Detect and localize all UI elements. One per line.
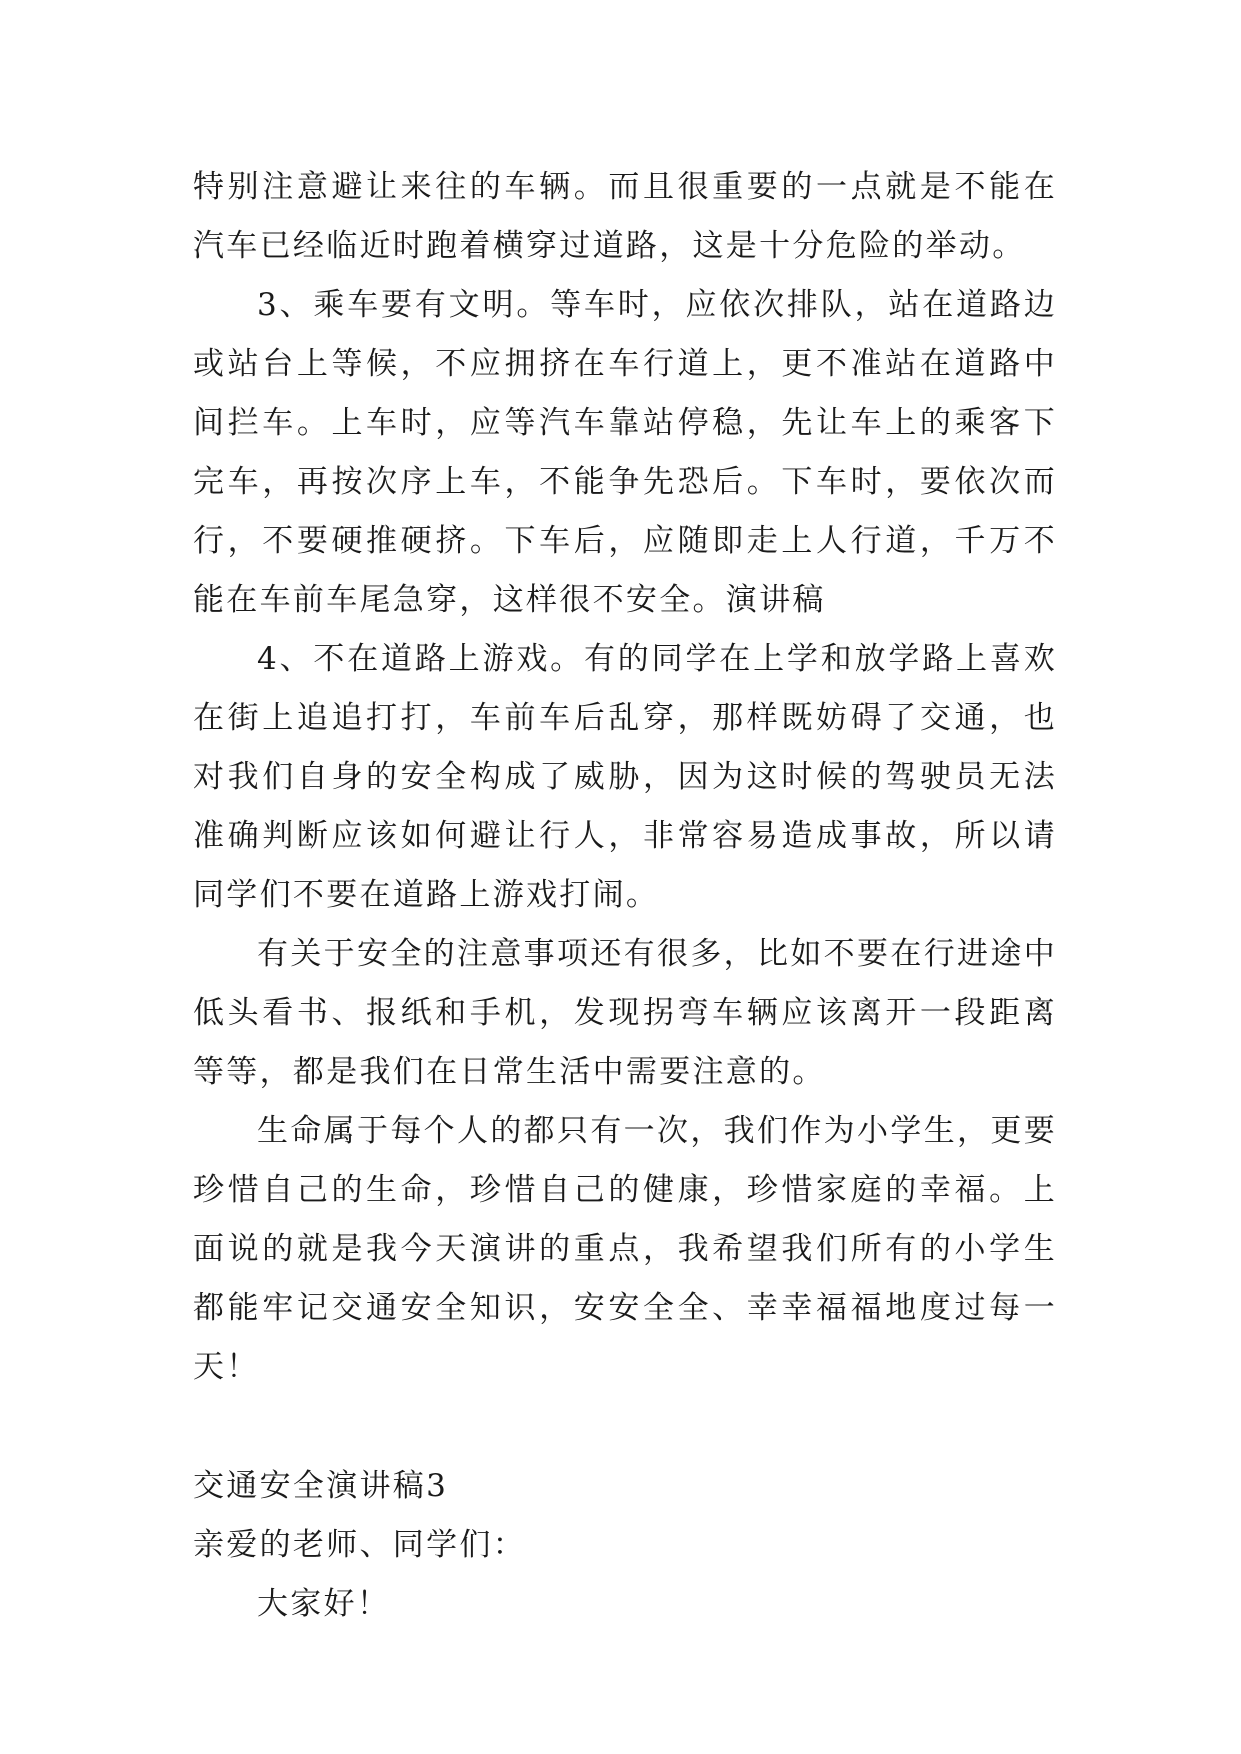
section-title: 交通安全演讲稿3: [193, 1468, 449, 1504]
document-body: [193, 158, 1057, 1634]
greeting: 大家好！: [257, 1586, 391, 1622]
paragraph-safety-notes: 有关于安全的注意事项还有很多，比如不要在行进途中低头看书、报纸和手机，发现拐弯车辆应该离开一段距离等等，都是我们在日常生活中需要注意的。: [193, 936, 1057, 1090]
section-gap: [193, 1397, 1057, 1457]
paragraph-conclusion: 生命属于每个人的都只有一次，我们作为小学生，更要珍惜自己的生命，珍惜自己的健康，珍惜家庭的幸福。上面说的就是我今天演讲的重点，我希望我们所有的小学生都能牢记交通安全知识，安安全全、幸幸福福地度过每一天！: [193, 1113, 1057, 1385]
salutation: 亲爱的老师、同学们：: [193, 1527, 526, 1563]
paragraph-item-3: 3、乘车要有文明。等车时，应依次排队，站在道路边或站台上等候，不应拥挤在车行道上，更不准站在道路中间拦车。上车时，应等汽车靠站停稳，先让车上的乘客下完车，再按次序上车，不能争先恐后。下车时，要依次而行，不要硬推硬挤。下车后，应随即走上人行道，千万不能在车前车尾急穿，这样很不安全。演讲稿: [193, 287, 1057, 618]
paragraph-item-4: 4、不在道路上游戏。有的同学在上学和放学路上喜欢在街上追追打打，车前车后乱穿，那样既妨碍了交通，也对我们自身的安全构成了威胁，因为这时候的驾驶员无法准确判断应该如何避让行人，非常容易造成事故，所以请同学们不要在道路上游戏打闹。: [193, 641, 1057, 913]
paragraph-continuation: 特别注意避让来往的车辆。而且很重要的一点就是不能在汽车已经临近时跑着横穿过道路，这是十分危险的举动。: [193, 169, 1057, 264]
